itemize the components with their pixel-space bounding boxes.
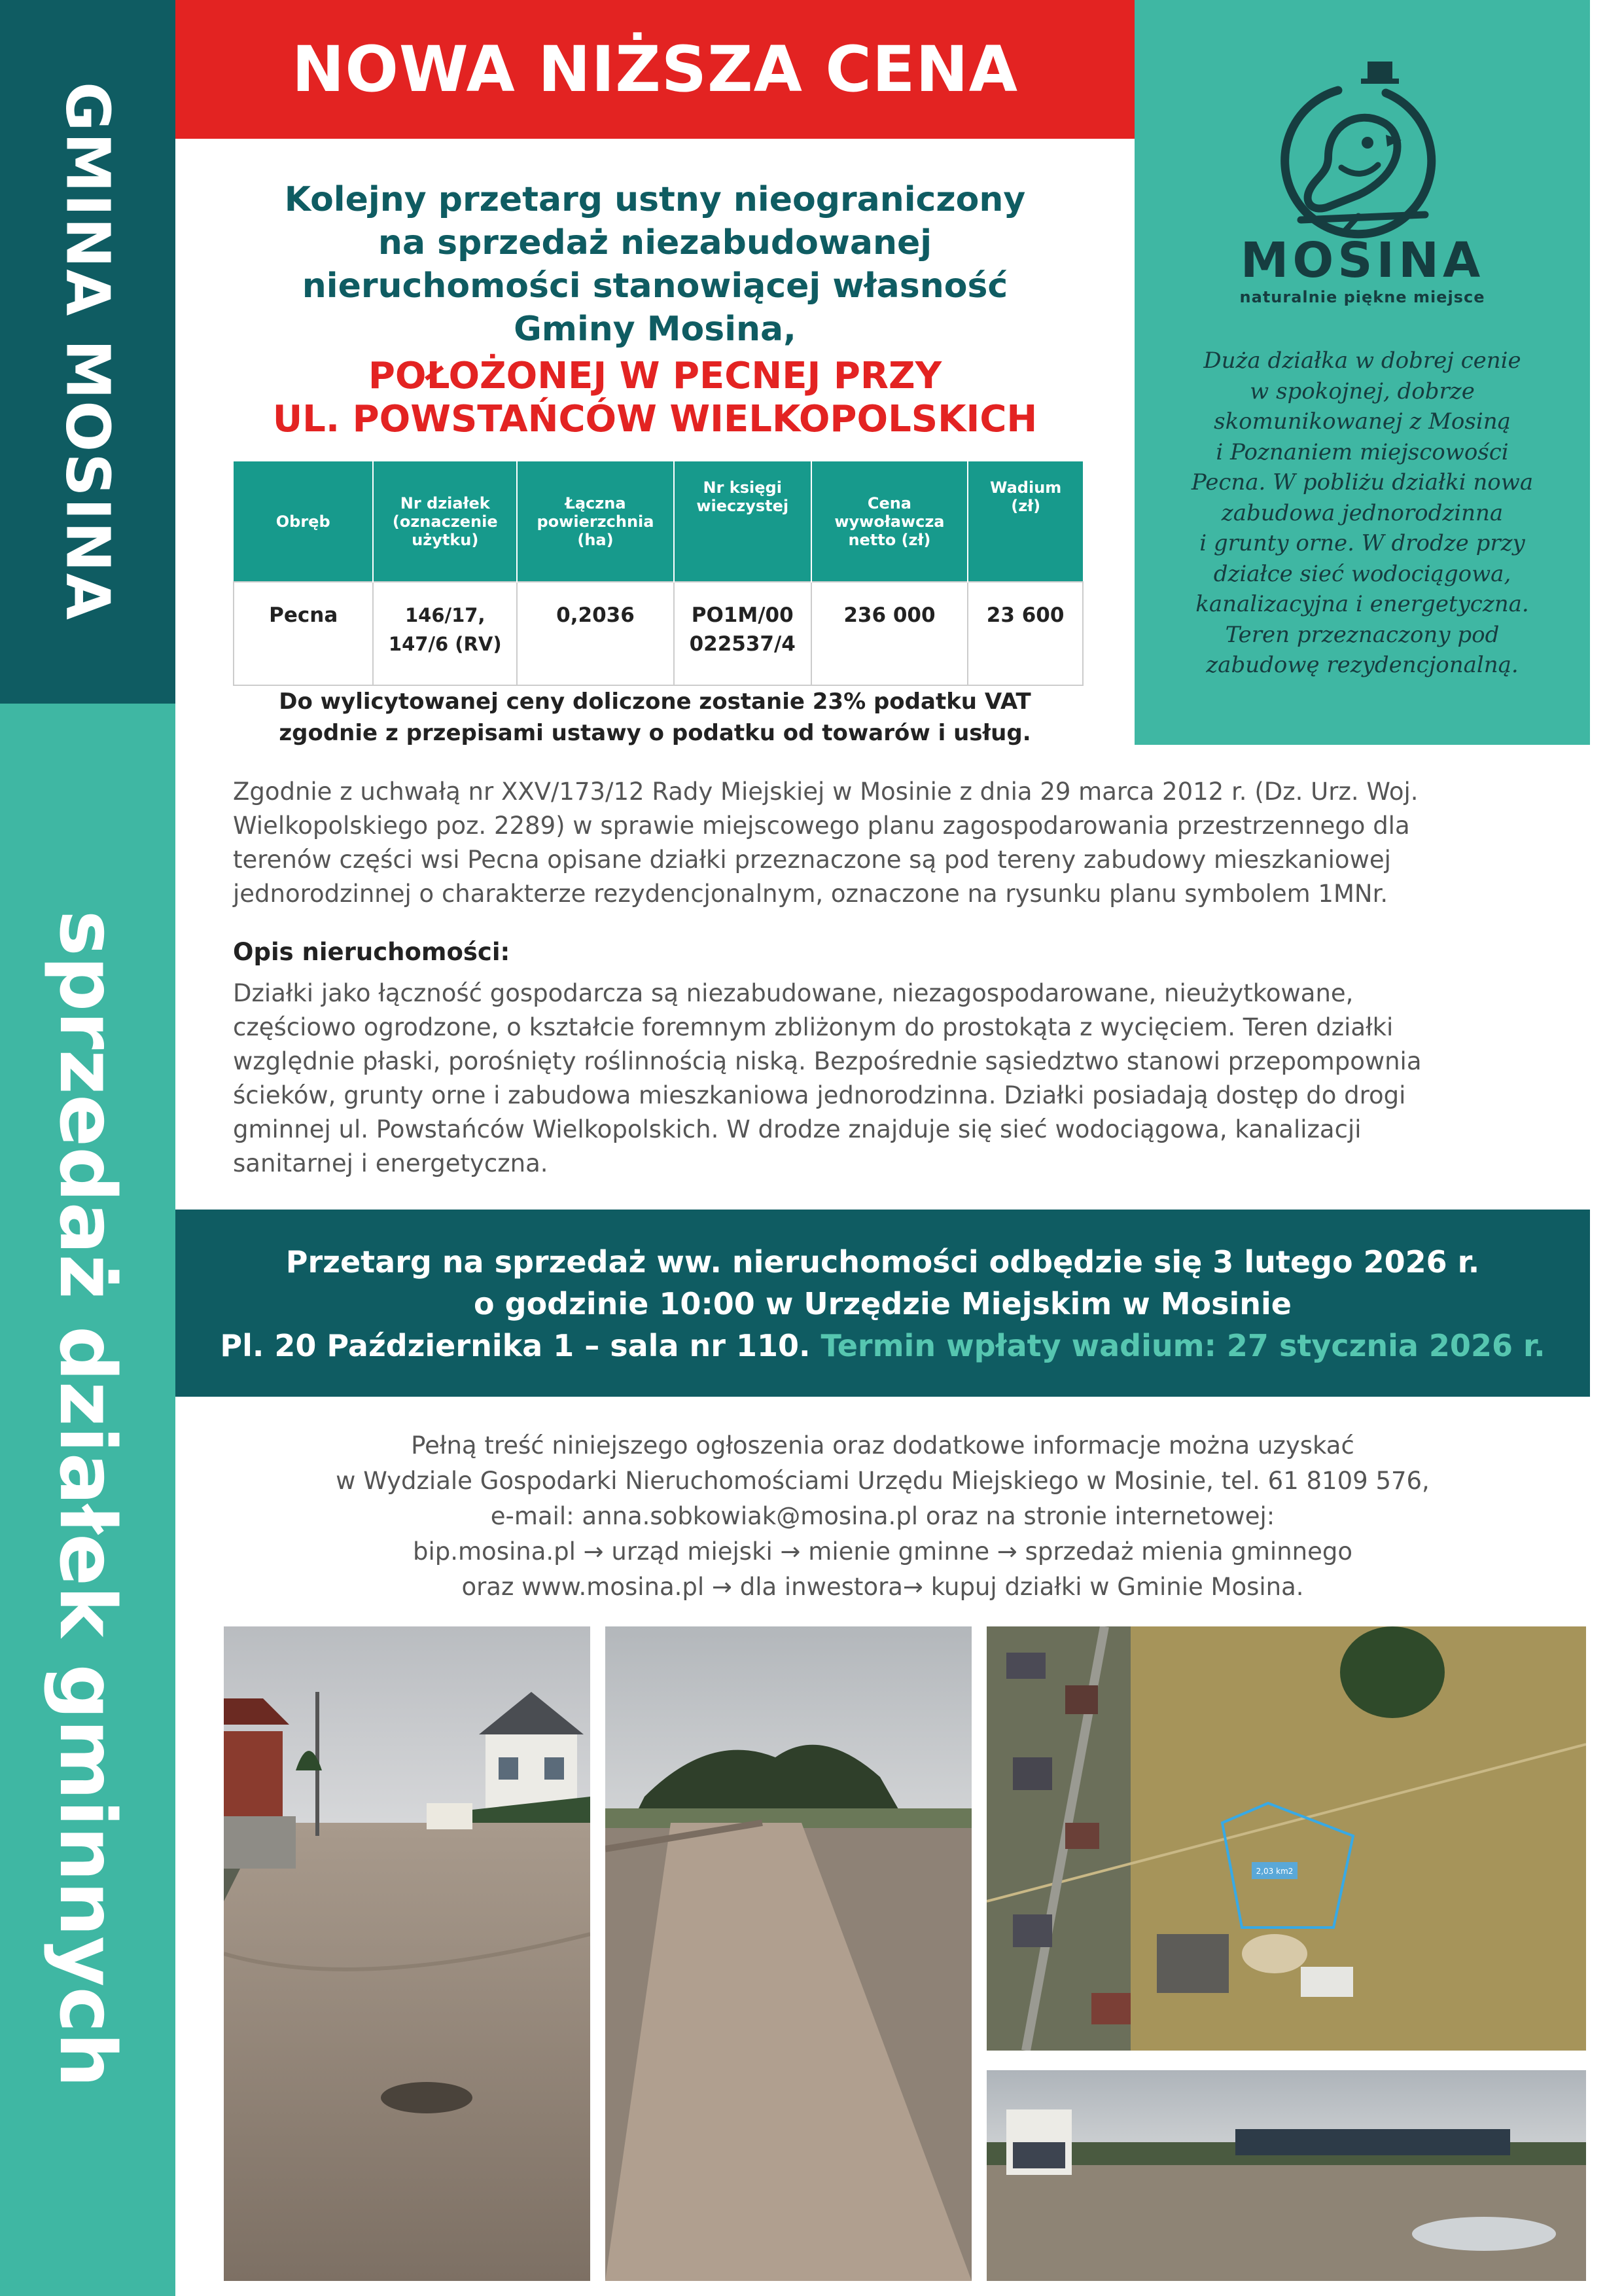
location-line: UL. POWSTAŃCÓW WIELKOPOLSKICH <box>272 398 1038 440</box>
photo-dirt-road <box>605 1626 972 2281</box>
contact-line[interactable]: e-mail: anna.sobkowiak@mosina.pl oraz na stronie internetowej: <box>490 1502 1275 1530</box>
contact-line: Pełną treść niniejszego ogłoszenia oraz dodatkowe informacje można uzyskać <box>411 1431 1354 1460</box>
table-cell: 23 600 <box>968 582 1083 685</box>
table-header-cell: Wadium (zł) <box>968 461 1083 582</box>
side-title-sale: sprzedaż działek gminnych <box>43 910 133 2088</box>
info-line: kanalizacyjna i energetyczna. <box>1195 591 1529 617</box>
text-line: Działki jako łączność gospodarcza są niezabudowane, niezagospodarowane, nieużytkowane, <box>233 979 1354 1007</box>
vat-line: zgodnie z przepisami ustawy o podatku od towarów i usług. <box>279 720 1031 746</box>
side-title-gmina: GMINA MOSINA <box>52 82 123 621</box>
auction-location: Pl. 20 Października 1 – sala nr 110. <box>220 1328 811 1363</box>
text-line: terenów części wsi Pecna opisane działki przeznaczone są pod tereny zabudowy mieszkaniowej <box>233 846 1391 874</box>
text-line: ścieków, grunty orne i zabudowa mieszkaniowa jednorodzinna. Działki posiadają dostęp do drogi <box>233 1081 1406 1109</box>
text-line: Zgodnie z uchwałą nr XXV/173/12 Rady Miejskiej w Mosinie z dnia 29 marca 2012 r. (Dz. Urz. Woj. <box>233 778 1419 806</box>
headline: NOWA NIŻSZA CENA <box>291 33 1019 106</box>
auction-line: o godzinie 10:00 w Urzędzie Miejskim w Mosinie <box>474 1286 1292 1321</box>
table-cell: PO1M/00 022537/4 <box>674 582 811 685</box>
auction-info <box>175 1241 1590 1367</box>
text-line: sanitarnej i energetyczna. <box>233 1149 548 1177</box>
intro-line: nieruchomości stanowiącej własność <box>302 266 1008 306</box>
contact-line[interactable]: bip.mosina.pl → urząd miejski → mienie gminne → sprzedaż mienia gminnego <box>413 1537 1352 1566</box>
contact-info <box>175 1428 1590 1605</box>
vat-note <box>175 686 1135 749</box>
description-heading: Opis nieruchomości: <box>233 938 510 966</box>
info-line: Duża działka w dobrej cenie <box>1203 348 1521 374</box>
intro-line: Kolejny przetarg ustny nieograniczony <box>284 180 1026 219</box>
table-header-cell: Nr działek (oznaczenie użytku) <box>373 461 517 582</box>
contact-line[interactable]: oraz www.mosina.pl → dla inwestora→ kupuj działki w Gminie Mosina. <box>461 1573 1304 1601</box>
resolution-paragraph <box>233 775 1568 911</box>
info-line: Pecna. W pobliżu działki nowa <box>1191 469 1534 495</box>
deposit-deadline: Termin wpłaty wadium: 27 stycznia 2026 r. <box>821 1328 1545 1363</box>
photo-aerial-map <box>987 1626 1586 2051</box>
location-line: POŁOŻONEJ W PECNEJ PRZY <box>368 355 942 397</box>
brand-tagline: naturalnie piękne miejsce <box>1239 288 1485 306</box>
intro-line: na sprzedaż niezabudowanej <box>378 223 932 262</box>
intro-line: Gminy Mosina, <box>514 310 796 349</box>
table-header-cell: Cena wywoławcza netto (zł) <box>811 461 968 582</box>
text-line: Wielkopolskiego poz. 2289) w sprawie miejscowego planu zagospodarowania przestrzennego dla <box>233 812 1410 840</box>
info-line: działce sieć wodociągowa, <box>1213 560 1511 587</box>
info-line: Teren przeznaczony pod <box>1225 621 1500 648</box>
table-cell: 0,2036 <box>517 582 674 685</box>
table-cell: Pecna <box>234 582 373 685</box>
location-heading <box>175 355 1135 441</box>
intro-heading <box>175 178 1135 351</box>
plot-table <box>233 461 1084 686</box>
text-line: gminnej ul. Powstańców Wielkopolskich. W drodze znajduje się sieć wodociągowa, kanalizacji <box>233 1115 1362 1143</box>
brand-name: MOSINA <box>1240 232 1485 289</box>
info-line: i grunty orne. W drodze przy <box>1199 530 1525 556</box>
info-line: zabudowę rezydencjonalną. <box>1206 652 1519 678</box>
info-description <box>1157 346 1568 681</box>
table-row <box>234 582 1083 685</box>
info-line: zabudowa jednorodzinna <box>1221 499 1504 526</box>
table-header-cell: Obręb <box>234 461 373 582</box>
map-area-label: 2,03 km2 <box>1256 1867 1294 1876</box>
table-header-cell: Nr księgi wieczystej <box>674 461 811 582</box>
auction-line <box>175 1325 1590 1367</box>
vat-line: Do wylicytowanej ceny doliczone zostanie 23% podatku VAT <box>279 689 1031 715</box>
text-line: jednorodzinnej o charakterze rezydencjonalnym, oznaczone na rysunku planu symbolem 1MNr. <box>233 880 1388 908</box>
text-line: względnie płaski, porośnięty roślinnością niską. Bezpośrednie sąsiedztwo stanowi przepompownia <box>233 1047 1422 1075</box>
table-header-row <box>234 461 1083 582</box>
description-paragraph <box>233 977 1568 1181</box>
table-cell: 236 000 <box>811 582 968 685</box>
photo-street <box>224 1626 590 2281</box>
info-line: i Poznaniem miejscowości <box>1216 439 1509 465</box>
table-cell: 146/17, 147/6 (RV) <box>373 582 517 685</box>
photo-site <box>987 2070 1586 2281</box>
info-line: w spokojnej, dobrze <box>1250 378 1475 404</box>
auction-line: Przetarg na sprzedaż ww. nieruchomości odbędzie się 3 lutego 2026 r. <box>285 1244 1480 1280</box>
contact-line: w Wydziale Gospodarki Nieruchomościami Urzędu Miejskiego w Mosinie, tel. 61 8109 576, <box>336 1467 1430 1495</box>
text-line: częściowo ogrodzone, o kształcie foremnym zbliżonym do prostokąta z wycięciem. Teren działki <box>233 1013 1394 1041</box>
table-header-cell: Łączna powierzchnia (ha) <box>517 461 674 582</box>
info-line: skomunikowanej z Mosiną <box>1214 408 1511 435</box>
